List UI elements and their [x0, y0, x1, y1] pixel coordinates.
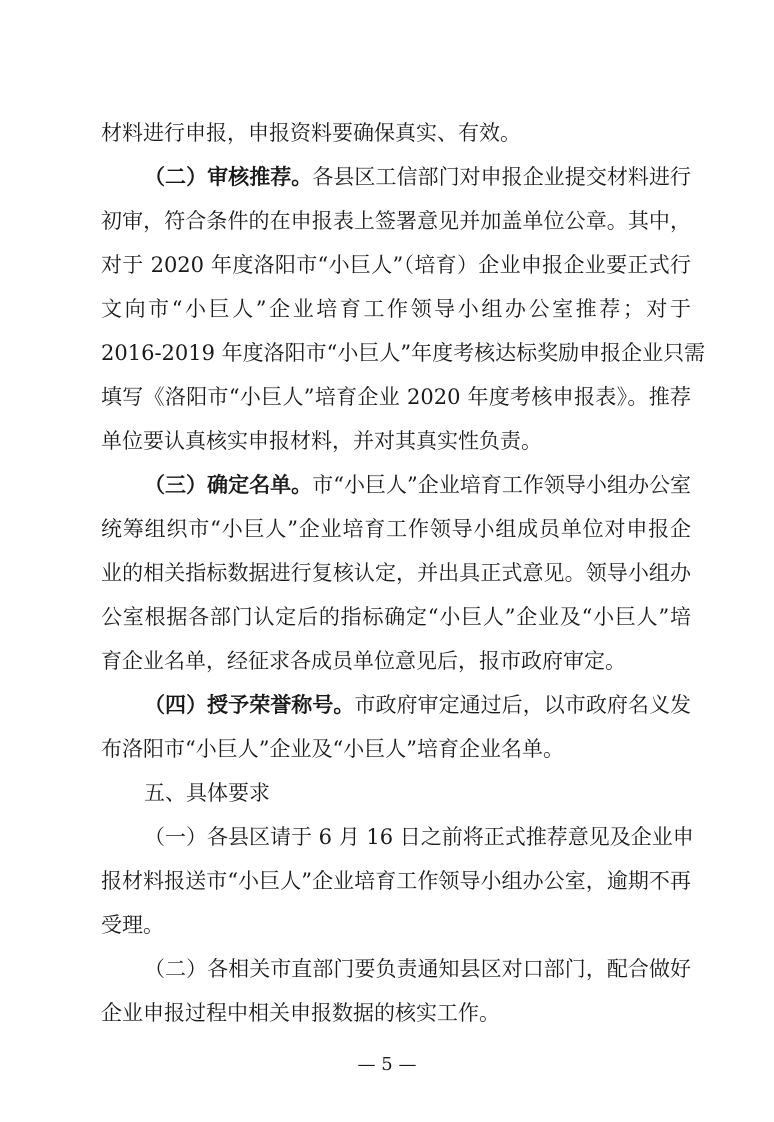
line-text: 各县区工信部门对申报企业提交材料进行 — [312, 165, 692, 189]
section-title-text: 五、具体要求 — [144, 781, 270, 805]
paragraph-line — [101, 864, 691, 898]
paragraph-line — [101, 292, 691, 326]
line-text: 市“小巨人”企业培育工作领导小组办公室 — [312, 473, 691, 497]
line-text: 布洛阳市“小巨人”企业及“小巨人”培育企业名单。 — [101, 737, 564, 761]
paragraph-line — [101, 512, 691, 546]
line-text: 对于 2020 年度洛阳市“小巨人”（培育）企业申报企业要正式行 — [101, 253, 691, 277]
paragraph-line — [101, 908, 691, 942]
paragraph-line — [144, 820, 694, 854]
line-text: 受理。 — [101, 913, 164, 937]
paragraph-line — [101, 380, 691, 414]
paragraph-line — [101, 116, 691, 150]
section-title — [144, 776, 691, 810]
paragraph-line — [144, 160, 691, 194]
line-text: 公室根据各部门认定后的指标确定“小巨人”企业及“小巨人”培 — [101, 605, 691, 629]
line-text: 2016-2019 年度洛阳市“小巨人”年度考核达标奖励申报企业只需 — [101, 341, 706, 365]
line-text: 单位要认真核实申报材料，并对其真实性负责。 — [101, 429, 542, 453]
paragraph-line — [144, 468, 691, 502]
section-heading: （四）授予荣誉称号。 — [144, 692, 355, 717]
paragraph-line — [101, 600, 691, 634]
paragraph-line — [101, 556, 691, 590]
line-text: 填写《洛阳市“小巨人”培育企业 2020 年度考核申报表》。推荐 — [101, 385, 691, 409]
line-text: （二）各相关市直部门要负责通知县区对口部门，配合做好 — [144, 957, 691, 981]
paragraph-line — [144, 952, 691, 986]
paragraph-line — [101, 248, 691, 282]
line-text: 文向市“小巨人”企业培育工作领导小组办公室推荐；对于 — [101, 297, 691, 321]
paragraph-line — [101, 204, 691, 238]
section-heading: （二）审核推荐。 — [144, 164, 313, 189]
line-text: 育企业名单，经征求各成员单位意见后，报市政府审定。 — [101, 649, 626, 673]
paragraph-line — [144, 688, 691, 722]
line-text: 报材料报送市“小巨人”企业培育工作领导小组办公室，逾期不再 — [101, 869, 691, 893]
section-heading: （三）确定名单。 — [144, 472, 313, 497]
line-text: 企业申报过程中相关申报数据的核实工作。 — [101, 1001, 500, 1025]
paragraph-line — [101, 732, 691, 766]
paragraph-line — [101, 424, 691, 458]
line-text: 统筹组织市“小巨人”企业培育工作领导小组成员单位对申报企 — [101, 517, 691, 541]
line-text: 业的相关指标数据进行复核认定，并出具正式意见。领导小组办 — [101, 561, 691, 585]
line-text: 材料进行申报，申报资料要确保真实、有效。 — [101, 121, 521, 145]
line-text: （一）各县区请于 6 月 16 日之前将正式推荐意见及企业申 — [144, 825, 694, 849]
paragraph-line — [101, 336, 706, 370]
paragraph-line — [101, 996, 691, 1030]
page-number: — 5 — — [357, 1054, 417, 1075]
line-text: 初审，符合条件的在申报表上签署意见并加盖单位公章。其中， — [101, 209, 691, 233]
line-text: 市政府审定通过后，以市政府名义发 — [354, 693, 692, 717]
paragraph-line — [101, 644, 691, 678]
